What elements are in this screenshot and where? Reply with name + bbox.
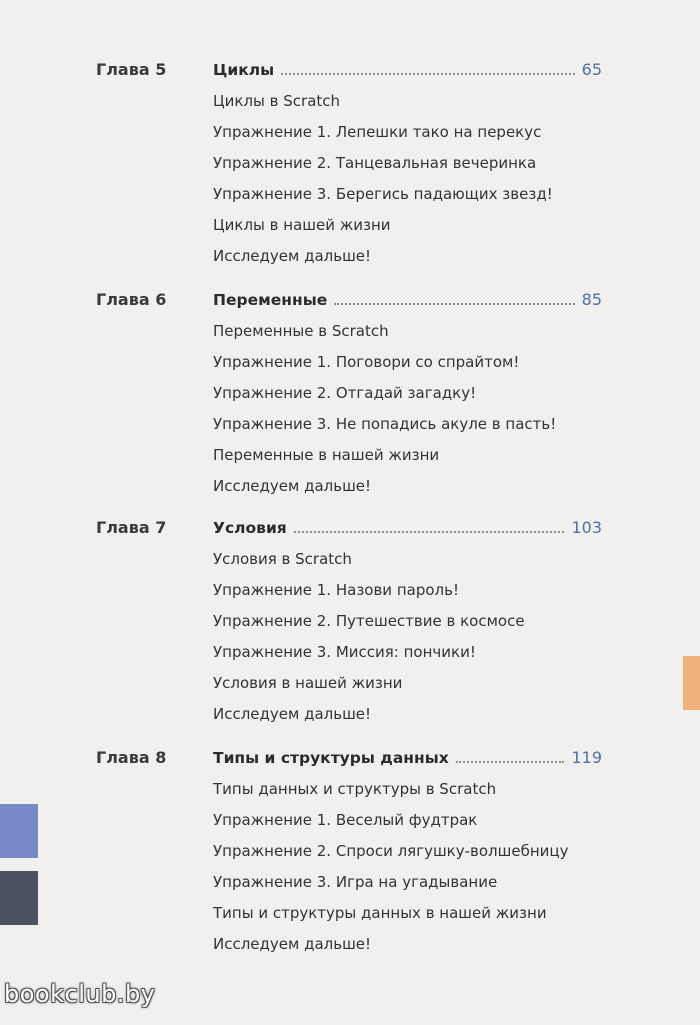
section-item[interactable]: Упражнение 2. Путешествие в космосе: [213, 612, 525, 630]
section-list: [213, 549, 525, 735]
section-item[interactable]: Упражнение 3. Игра на угадывание: [213, 873, 498, 891]
section-item[interactable]: Условия в Scratch: [213, 550, 352, 568]
chapter-heading[interactable]: [213, 748, 602, 768]
dot-leader: [281, 72, 575, 75]
watermark: bookclub.by: [4, 980, 156, 1008]
section-list: [213, 91, 553, 277]
section-item[interactable]: Упражнение 1. Веселый фудтрак: [213, 811, 478, 829]
section-item[interactable]: Упражнение 1. Поговори со спрайтом!: [213, 353, 520, 371]
section-item[interactable]: Упражнение 2. Танцевальная вечеринка: [213, 154, 537, 172]
chapter-page-number: 103: [571, 518, 602, 537]
chapter-label: Глава 8: [96, 748, 167, 767]
chapter-heading[interactable]: [213, 290, 602, 310]
chapter-title[interactable]: Типы и структуры данных: [213, 749, 449, 767]
dot-leader: [294, 530, 565, 533]
chapter-title[interactable]: Переменные: [213, 291, 328, 309]
section-item[interactable]: Упражнение 3. Миссия: пончики!: [213, 643, 476, 661]
chapter-page-number: 65: [581, 60, 602, 79]
orange-edge-tab: [683, 656, 700, 710]
chapter-page-number: 85: [581, 290, 602, 309]
section-item[interactable]: Упражнение 1. Лепешки тако на перекус: [213, 123, 542, 141]
dot-leader: [456, 760, 565, 763]
dark-edge-tab: [0, 871, 38, 925]
section-item[interactable]: Циклы в нашей жизни: [213, 216, 391, 234]
section-item[interactable]: Переменные в Scratch: [213, 322, 389, 340]
chapter-title[interactable]: Циклы: [213, 61, 275, 79]
chapter-label: Глава 6: [96, 290, 167, 309]
section-item[interactable]: Циклы в Scratch: [213, 92, 341, 110]
chapter-page-number: 119: [571, 748, 602, 767]
chapter-heading[interactable]: [213, 518, 602, 538]
section-item[interactable]: Исследуем дальше!: [213, 705, 372, 723]
section-item[interactable]: Исследуем дальше!: [213, 935, 372, 953]
section-item[interactable]: Типы данных и структуры в Scratch: [213, 780, 497, 798]
section-item[interactable]: Упражнение 3. Не попадись акуле в пасть!: [213, 415, 557, 433]
section-item[interactable]: Упражнение 1. Назови пароль!: [213, 581, 459, 599]
section-item[interactable]: Условия в нашей жизни: [213, 674, 403, 692]
section-list: [213, 321, 556, 507]
section-item[interactable]: Упражнение 2. Отгадай загадку!: [213, 384, 477, 402]
section-item[interactable]: Исследуем дальше!: [213, 477, 372, 495]
chapter-label: Глава 5: [96, 60, 167, 79]
chapter-heading[interactable]: [213, 60, 602, 80]
section-list: [213, 779, 568, 965]
section-item[interactable]: Упражнение 3. Берегись падающих звезд!: [213, 185, 553, 203]
section-item[interactable]: Упражнение 2. Спроси лягушку-волшебницу: [213, 842, 569, 860]
section-item[interactable]: Исследуем дальше!: [213, 247, 372, 265]
chapter-title[interactable]: Условия: [213, 519, 287, 537]
chapter-label: Глава 7: [96, 518, 167, 537]
dot-leader: [334, 302, 574, 305]
section-item[interactable]: Переменные в нашей жизни: [213, 446, 440, 464]
blue-edge-tab: [0, 804, 38, 858]
section-item[interactable]: Типы и структуры данных в нашей жизни: [213, 904, 547, 922]
